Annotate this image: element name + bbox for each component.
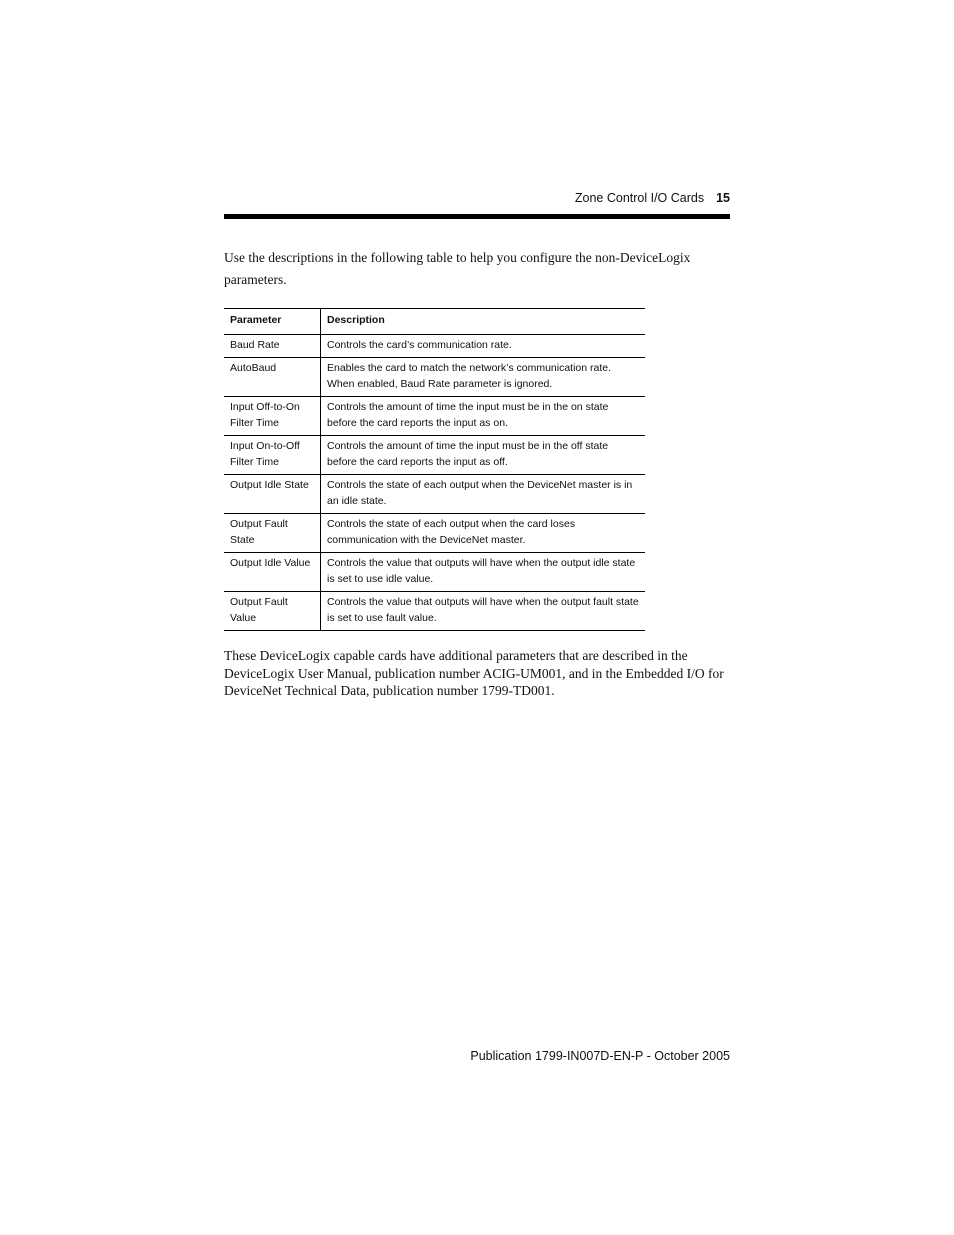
table-row (224, 397, 645, 436)
table-row (224, 475, 645, 514)
page-number: 15 (716, 191, 730, 205)
parameter-cell: Input On-to-Off Filter Time (224, 436, 321, 475)
parameter-cell: Output Idle State (224, 475, 321, 514)
running-header (224, 191, 730, 205)
column-header-description: Description (321, 309, 646, 335)
parameter-cell: Output Idle Value (224, 553, 321, 592)
table-header-row (224, 309, 645, 335)
description-cell: Controls the state of each output when the DeviceNet master is in an idle state. (321, 475, 646, 514)
parameter-cell: Input Off-to-On Filter Time (224, 397, 321, 436)
publication-footer: Publication 1799-IN007D-EN-P - October 2005 (470, 1049, 730, 1063)
description-cell: Controls the amount of time the input must be in the off state before the card reports the input as off. (321, 436, 646, 475)
parameter-table (224, 308, 645, 631)
description-cell: Controls the card’s communication rate. (321, 334, 646, 358)
table-row (224, 553, 645, 592)
table-row (224, 514, 645, 553)
outro-paragraph: These DeviceLogix capable cards have additional parameters that are described in the DeviceLogix User Manual, publication number ACIG-UM001, and in the Embedded I/O for DeviceNet Technical Data, publication number 1799-TD001. (224, 648, 724, 698)
header-rule (224, 214, 730, 219)
table-row (224, 592, 645, 631)
table-row (224, 358, 645, 397)
parameter-cell: AutoBaud (224, 358, 321, 397)
parameter-cell: Output Fault Value (224, 592, 321, 631)
description-cell: Controls the state of each output when the card loses communication with the DeviceNet master. (321, 514, 646, 553)
table-row (224, 436, 645, 475)
parameter-cell: Output Fault State (224, 514, 321, 553)
parameter-cell: Baud Rate (224, 334, 321, 358)
column-header-parameter: Parameter (224, 309, 321, 335)
section-title: Zone Control I/O Cards (574, 191, 705, 205)
description-cell: Enables the card to match the network’s communication rate. When enabled, Baud Rate parameter is ignored. (321, 358, 646, 397)
intro-paragraph: Use the descriptions in the following table to help you configure the non-DeviceLogix parameters. (224, 250, 691, 287)
description-cell: Controls the amount of time the input must be in the on state before the card reports the input as on. (321, 397, 646, 436)
description-cell: Controls the value that outputs will have when the output idle state is set to use idle value. (321, 553, 646, 592)
description-cell: Controls the value that outputs will have when the output fault state is set to use fault value. (321, 592, 646, 631)
table-row (224, 334, 645, 358)
